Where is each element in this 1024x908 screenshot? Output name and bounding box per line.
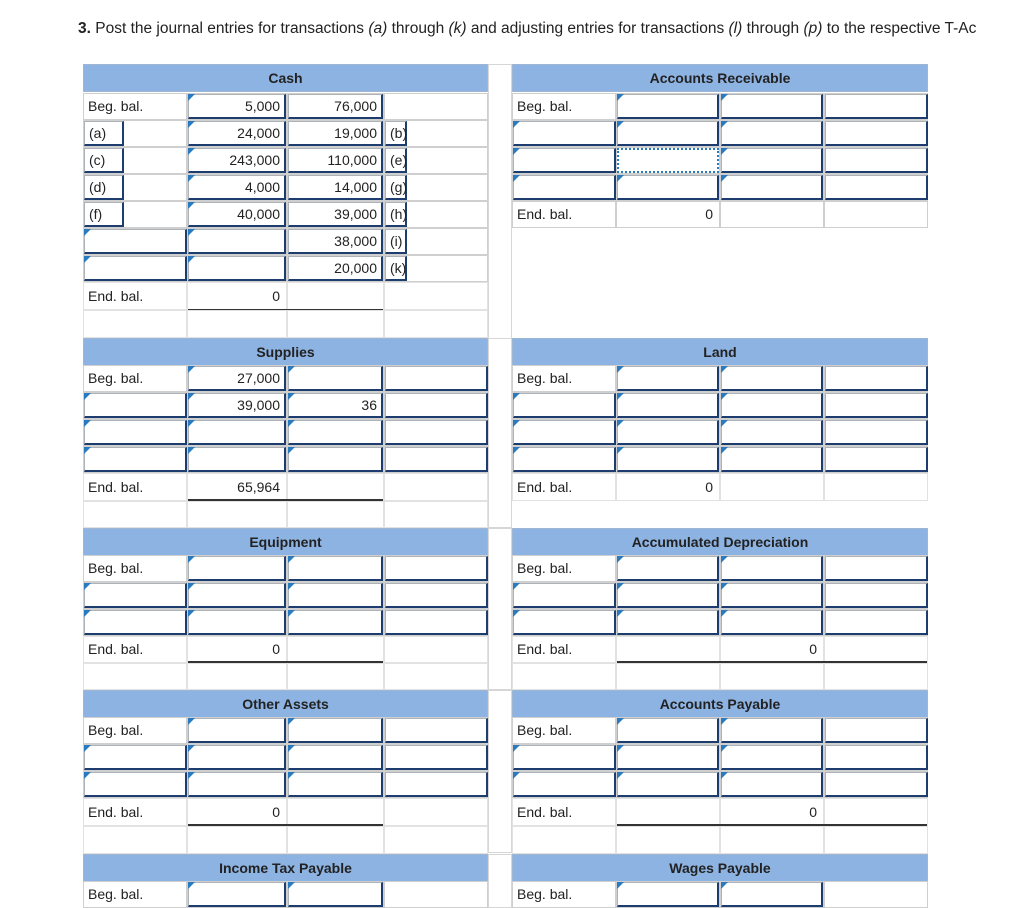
- land-debit-amount[interactable]: [617, 393, 719, 418]
- empty-cell: [824, 826, 928, 854]
- equipment-credit-amount[interactable]: [288, 610, 383, 635]
- ar-end-cell: [824, 201, 928, 228]
- ap-debit-amount[interactable]: [617, 772, 719, 797]
- supplies-credit-amount[interactable]: [288, 447, 383, 472]
- equipment-end-balance: 0: [272, 641, 280, 657]
- empty-cell: [384, 282, 488, 310]
- equipment-debit-amount[interactable]: [188, 583, 286, 608]
- cash-debit-amount[interactable]: 4,000: [188, 175, 286, 200]
- column-separator: [488, 338, 512, 528]
- equipment-credit-amount[interactable]: [288, 556, 383, 581]
- accum-dep-beg-label: Beg. bal.: [517, 560, 573, 576]
- empty-cell: [187, 826, 287, 854]
- empty-cell: [720, 473, 824, 501]
- wages-debit-amount[interactable]: [617, 882, 719, 907]
- equipment-end-label: End. bal.: [88, 641, 144, 657]
- dropdown-marker-icon: [188, 718, 195, 725]
- empty-cell: [83, 663, 187, 690]
- other-assets-debit-ref-input[interactable]: [84, 745, 187, 770]
- dropdown-marker-icon: [617, 175, 624, 182]
- other-assets-credit-amount[interactable]: [288, 718, 383, 743]
- supplies-debit-ref-input[interactable]: [84, 393, 187, 418]
- dropdown-marker-icon: [288, 718, 295, 725]
- empty-cell: [287, 798, 384, 826]
- dropdown-marker-icon: [188, 148, 195, 155]
- itp-debit-amount[interactable]: [188, 882, 286, 907]
- dropdown-marker-icon: [721, 121, 728, 128]
- empty-cell: [287, 473, 384, 501]
- other-assets-debit-amount[interactable]: [188, 718, 286, 743]
- supplies-credit-ref-input[interactable]: [385, 366, 488, 391]
- instr-through: through: [387, 20, 449, 37]
- dropdown-marker-icon: [721, 94, 728, 101]
- land-credit-ref-input[interactable]: [825, 393, 928, 418]
- ar-credit-amount[interactable]: [721, 121, 823, 146]
- dropdown-marker-icon: [84, 772, 91, 779]
- empty-cell: [824, 798, 928, 826]
- account-title: Supplies: [83, 338, 488, 366]
- dropdown-marker-icon: [617, 94, 624, 101]
- dropdown-marker-icon: [188, 94, 195, 101]
- supplies-credit-ref-input[interactable]: [385, 420, 488, 445]
- column-separator: [488, 64, 512, 344]
- empty-cell: [616, 798, 720, 826]
- empty-cell: [616, 636, 720, 663]
- accum-dep-end-balance: 0: [809, 641, 817, 657]
- cash-end-balance: 0: [272, 288, 280, 304]
- empty-cell: [720, 826, 824, 854]
- dropdown-marker-icon: [188, 556, 195, 563]
- other-assets-credit-ref-input[interactable]: [385, 772, 488, 797]
- land-beg-label: Beg. bal.: [517, 370, 573, 386]
- supplies-debit-ref-input[interactable]: [84, 420, 187, 445]
- dropdown-marker-icon: [288, 393, 295, 400]
- ap-debit-amount[interactable]: [617, 745, 719, 770]
- empty-cell: [187, 310, 287, 338]
- dropdown-marker-icon: [617, 610, 624, 617]
- empty-cell: [824, 636, 928, 663]
- supplies-debit-ref-input[interactable]: [84, 447, 187, 472]
- supplies-beg-label: Beg. bal.: [88, 370, 144, 386]
- empty-cell: [83, 501, 187, 528]
- empty-cell: [83, 826, 187, 854]
- land-credit-ref-input[interactable]: [825, 366, 928, 391]
- cash-credit-ref[interactable]: (i): [385, 229, 407, 254]
- empty-cell: [512, 663, 616, 690]
- land-debit-amount[interactable]: [617, 447, 719, 472]
- dropdown-marker-icon: [617, 447, 624, 454]
- itp-cell: [384, 881, 488, 908]
- land-credit-amount[interactable]: [721, 366, 823, 391]
- dropdown-marker-icon: [513, 583, 520, 590]
- land-debit-amount[interactable]: [617, 420, 719, 445]
- column-separator: [488, 854, 512, 908]
- dropdown-marker-icon: [288, 366, 295, 373]
- empty-cell: [512, 826, 616, 854]
- accum-dep-debit-ref-input[interactable]: [513, 610, 616, 635]
- ar-debit-amount[interactable]: [617, 175, 719, 200]
- land-debit-ref-input[interactable]: [513, 393, 616, 418]
- instr-k: (k): [448, 20, 467, 37]
- empty-cell: [824, 473, 928, 501]
- dropdown-marker-icon: [721, 772, 728, 779]
- dropdown-marker-icon: [617, 420, 624, 427]
- accum-dep-credit-ref-input[interactable]: [825, 610, 928, 635]
- land-credit-ref-input[interactable]: [825, 420, 928, 445]
- account-title: Other Assets: [83, 690, 488, 718]
- empty-cell: [384, 663, 488, 690]
- empty-cell: [187, 663, 287, 690]
- equipment-debit-ref-input[interactable]: [84, 610, 187, 635]
- dropdown-marker-icon: [288, 420, 295, 427]
- dropdown-marker-icon: [188, 121, 195, 128]
- cash-debit-ref-input[interactable]: [84, 229, 187, 254]
- ar-end-balance: 0: [705, 206, 713, 222]
- equipment-credit-ref-input[interactable]: [385, 556, 488, 581]
- empty-cell: [384, 310, 488, 338]
- cash-credit-amount[interactable]: 20,000: [288, 256, 383, 281]
- cash-debit-amount[interactable]: 40,000: [188, 202, 286, 227]
- cash-credit-amount[interactable]: 14,000: [288, 175, 383, 200]
- empty-cell: [287, 282, 384, 310]
- account-title: Income Tax Payable: [83, 854, 488, 882]
- empty-cell: [384, 826, 488, 854]
- cash-credit-amount[interactable]: 76,000: [288, 94, 383, 119]
- supplies-end-balance: 65,964: [237, 479, 280, 495]
- dropdown-marker-icon: [84, 393, 91, 400]
- dropdown-marker-icon: [188, 420, 195, 427]
- other-assets-credit-amount[interactable]: [288, 772, 383, 797]
- supplies-debit-amount[interactable]: 27,000: [188, 366, 286, 391]
- dropdown-marker-icon: [288, 882, 295, 889]
- other-assets-credit-amount[interactable]: [288, 745, 383, 770]
- ap-credit-amount[interactable]: [721, 772, 823, 797]
- equipment-credit-amount[interactable]: [288, 583, 383, 608]
- empty-cell: [287, 501, 384, 528]
- cash-credit-amount[interactable]: 38,000: [288, 229, 383, 254]
- dropdown-marker-icon: [288, 447, 295, 454]
- ap-debit-ref-input[interactable]: [513, 772, 616, 797]
- ap-debit-ref-input[interactable]: [513, 745, 616, 770]
- account-title: Cash: [83, 64, 488, 92]
- dropdown-marker-icon: [617, 393, 624, 400]
- dropdown-marker-icon: [188, 745, 195, 752]
- empty-cell: [287, 826, 384, 854]
- empty-cell: [187, 501, 287, 528]
- ap-credit-ref-input[interactable]: [825, 745, 928, 770]
- dropdown-marker-icon: [721, 393, 728, 400]
- supplies-credit-amount[interactable]: [288, 366, 383, 391]
- dropdown-marker-icon: [721, 583, 728, 590]
- equipment-credit-ref-input[interactable]: [385, 610, 488, 635]
- account-title: Wages Payable: [512, 854, 928, 882]
- cash-cell: [384, 93, 488, 120]
- instr-l: (l): [728, 20, 743, 37]
- ap-end-label: End. bal.: [517, 804, 573, 820]
- cash-debit-ref[interactable]: (a): [84, 121, 124, 146]
- supplies-debit-amount[interactable]: [188, 420, 286, 445]
- dropdown-marker-icon: [288, 556, 295, 563]
- accum-dep-credit-amount[interactable]: [721, 583, 823, 608]
- dropdown-marker-icon: [84, 583, 91, 590]
- ar-debit-amount[interactable]: [617, 94, 719, 119]
- dropdown-marker-icon: [617, 772, 624, 779]
- instr-text: Post the journal entries for transactions: [90, 20, 369, 37]
- dropdown-marker-icon: [188, 610, 195, 617]
- ar-credit-ref-input[interactable]: [825, 175, 928, 200]
- equipment-debit-amount[interactable]: [188, 610, 286, 635]
- dropdown-marker-icon: [188, 202, 195, 209]
- question-number: 3.: [78, 20, 91, 37]
- wages-credit-amount[interactable]: [721, 882, 823, 907]
- cash-debit-ref-input[interactable]: [84, 256, 187, 281]
- cash-beg-label: Beg. bal.: [88, 98, 144, 114]
- cash-credit-ref[interactable]: (k): [385, 256, 407, 281]
- other-assets-end-label: End. bal.: [88, 804, 144, 820]
- dropdown-marker-icon: [617, 882, 624, 889]
- supplies-credit-ref-input[interactable]: [385, 393, 488, 418]
- dropdown-marker-icon: [617, 366, 624, 373]
- dropdown-marker-icon: [288, 610, 295, 617]
- dropdown-marker-icon: [84, 256, 91, 263]
- land-debit-ref-input[interactable]: [513, 420, 616, 445]
- dropdown-marker-icon: [84, 610, 91, 617]
- supplies-credit-amount[interactable]: 36: [288, 393, 383, 418]
- ar-credit-amount[interactable]: [721, 175, 823, 200]
- ar-credit-ref-input[interactable]: [825, 148, 928, 173]
- accum-dep-debit-amount[interactable]: [617, 556, 719, 581]
- ap-beg-label: Beg. bal.: [517, 722, 573, 738]
- empty-cell: [83, 310, 187, 338]
- cash-debit-amount[interactable]: 5,000: [188, 94, 286, 119]
- dropdown-marker-icon: [188, 772, 195, 779]
- empty-cell: [287, 663, 384, 690]
- dropdown-marker-icon: [721, 718, 728, 725]
- empty-cell: [720, 663, 824, 690]
- dropdown-marker-icon: [188, 583, 195, 590]
- cash-debit-amount[interactable]: [188, 229, 286, 254]
- equipment-beg-label: Beg. bal.: [88, 560, 144, 576]
- instr-through-2: through: [742, 20, 804, 37]
- cash-debit-amount[interactable]: 243,000: [188, 148, 286, 173]
- ap-credit-ref-input[interactable]: [825, 718, 928, 743]
- empty-cell: [384, 798, 488, 826]
- cash-debit-amount[interactable]: 24,000: [188, 121, 286, 146]
- supplies-credit-amount[interactable]: [288, 420, 383, 445]
- dropdown-marker-icon: [513, 447, 520, 454]
- empty-cell: [824, 663, 928, 690]
- cash-debit-amount[interactable]: [188, 256, 286, 281]
- dropdown-marker-icon: [513, 772, 520, 779]
- column-separator: [488, 690, 512, 853]
- account-title: Accounts Receivable: [512, 64, 928, 92]
- accum-dep-credit-ref-input[interactable]: [825, 583, 928, 608]
- ar-credit-amount[interactable]: [721, 148, 823, 173]
- dropdown-marker-icon: [721, 420, 728, 427]
- supplies-end-label: End. bal.: [88, 479, 144, 495]
- other-assets-credit-ref-input[interactable]: [385, 745, 488, 770]
- accum-dep-debit-amount[interactable]: [617, 610, 719, 635]
- cash-credit-ref[interactable]: (e): [385, 148, 407, 173]
- ar-debit-ref-input[interactable]: [513, 148, 616, 173]
- other-assets-debit-ref-input[interactable]: [84, 772, 187, 797]
- land-credit-amount[interactable]: [721, 393, 823, 418]
- ar-credit-amount[interactable]: [721, 94, 823, 119]
- empty-cell: [384, 636, 488, 663]
- cash-credit-amount[interactable]: 110,000: [288, 148, 383, 173]
- dropdown-marker-icon: [617, 745, 624, 752]
- dropdown-marker-icon: [513, 610, 520, 617]
- dropdown-marker-icon: [188, 447, 195, 454]
- cash-credit-ref[interactable]: (h): [385, 202, 407, 227]
- dropdown-marker-icon: [721, 175, 728, 182]
- other-assets-credit-ref-input[interactable]: [385, 718, 488, 743]
- dropdown-marker-icon: [84, 745, 91, 752]
- dropdown-marker-icon: [721, 148, 728, 155]
- dropdown-marker-icon: [513, 745, 520, 752]
- ap-credit-amount[interactable]: [721, 718, 823, 743]
- instr-a: (a): [368, 20, 388, 37]
- instr-tail: to the respective T-Ac: [822, 20, 977, 37]
- instr-p: (p): [803, 20, 823, 37]
- dropdown-marker-icon: [721, 745, 728, 752]
- cash-debit-ref[interactable]: (c): [84, 148, 124, 173]
- ap-credit-ref-input[interactable]: [825, 772, 928, 797]
- ar-debit-amount[interactable]: [617, 148, 719, 173]
- itp-cell: [824, 881, 928, 908]
- dropdown-marker-icon: [513, 121, 520, 128]
- empty-cell: [616, 663, 720, 690]
- itp-beg-label: Beg. bal.: [88, 886, 144, 902]
- account-title: Land: [512, 338, 928, 366]
- dropdown-marker-icon: [188, 175, 195, 182]
- instr-middle: and adjusting entries for transactions: [466, 20, 729, 37]
- instructions: [78, 20, 976, 38]
- dropdown-marker-icon: [188, 393, 195, 400]
- accum-dep-credit-amount[interactable]: [721, 610, 823, 635]
- supplies-debit-amount[interactable]: [188, 447, 286, 472]
- land-credit-amount[interactable]: [721, 447, 823, 472]
- dropdown-marker-icon: [721, 556, 728, 563]
- land-end-label: End. bal.: [517, 479, 573, 495]
- accum-dep-end-label: End. bal.: [517, 641, 573, 657]
- accum-dep-debit-ref-input[interactable]: [513, 583, 616, 608]
- empty-cell: [287, 636, 384, 663]
- dropdown-marker-icon: [617, 121, 624, 128]
- accum-dep-debit-amount[interactable]: [617, 583, 719, 608]
- dropdown-marker-icon: [513, 148, 520, 155]
- ar-debit-amount[interactable]: [617, 121, 719, 146]
- empty-cell: [287, 310, 384, 338]
- empty-cell: [384, 473, 488, 501]
- dropdown-marker-icon: [617, 718, 624, 725]
- cash-credit-amount[interactable]: 19,000: [288, 121, 383, 146]
- ar-end-label: End. bal.: [517, 206, 573, 222]
- other-assets-end-balance: 0: [272, 804, 280, 820]
- ap-credit-amount[interactable]: [721, 745, 823, 770]
- ap-end-balance: 0: [809, 804, 817, 820]
- equipment-credit-ref-input[interactable]: [385, 583, 488, 608]
- accum-dep-credit-ref-input[interactable]: [825, 556, 928, 581]
- land-debit-amount[interactable]: [617, 366, 719, 391]
- ar-credit-ref-input[interactable]: [825, 121, 928, 146]
- column-separator: [488, 528, 512, 690]
- equipment-debit-amount[interactable]: [188, 556, 286, 581]
- supplies-credit-ref-input[interactable]: [385, 447, 488, 472]
- dropdown-marker-icon: [188, 882, 195, 889]
- dropdown-marker-icon: [513, 393, 520, 400]
- dropdown-marker-icon: [513, 175, 520, 182]
- account-title: Accumulated Depreciation: [512, 528, 928, 556]
- ap-debit-amount[interactable]: [617, 718, 719, 743]
- dropdown-marker-icon: [721, 366, 728, 373]
- dropdown-marker-icon: [288, 583, 295, 590]
- land-credit-ref-input[interactable]: [825, 447, 928, 472]
- cash-debit-ref[interactable]: (f): [84, 202, 124, 227]
- dropdown-marker-icon: [721, 882, 728, 889]
- other-assets-debit-amount[interactable]: [188, 745, 286, 770]
- dropdown-marker-icon: [617, 556, 624, 563]
- dropdown-marker-icon: [188, 229, 195, 236]
- cash-credit-amount[interactable]: 39,000: [288, 202, 383, 227]
- dropdown-marker-icon: [188, 256, 195, 263]
- ar-credit-ref-input[interactable]: [825, 94, 928, 119]
- cash-debit-ref[interactable]: (d): [84, 175, 124, 200]
- cash-end-label: End. bal.: [88, 288, 144, 304]
- other-assets-beg-label: Beg. bal.: [88, 722, 144, 738]
- dropdown-marker-icon: [84, 229, 91, 236]
- ar-end-cell: [720, 201, 824, 228]
- cash-credit-ref[interactable]: (b): [385, 121, 407, 146]
- empty-cell: [384, 501, 488, 528]
- account-title: Accounts Payable: [512, 690, 928, 718]
- ar-debit-ref-input[interactable]: [513, 121, 616, 146]
- equipment-debit-ref-input[interactable]: [84, 583, 187, 608]
- land-debit-ref-input[interactable]: [513, 447, 616, 472]
- dropdown-marker-icon: [721, 610, 728, 617]
- supplies-debit-amount[interactable]: 39,000: [188, 393, 286, 418]
- other-assets-debit-amount[interactable]: [188, 772, 286, 797]
- ar-beg-label: Beg. bal.: [517, 98, 573, 114]
- itp-credit-amount[interactable]: [288, 882, 383, 907]
- dropdown-marker-icon: [84, 447, 91, 454]
- dropdown-marker-icon: [721, 447, 728, 454]
- dropdown-marker-icon: [188, 366, 195, 373]
- dropdown-marker-icon: [84, 420, 91, 427]
- dropdown-marker-icon: [513, 420, 520, 427]
- dropdown-marker-icon: [617, 583, 624, 590]
- land-end-balance: 0: [705, 479, 713, 495]
- wages-beg-label: Beg. bal.: [517, 886, 573, 902]
- cash-credit-ref[interactable]: (g): [385, 175, 407, 200]
- accum-dep-credit-amount[interactable]: [721, 556, 823, 581]
- dropdown-marker-icon: [288, 772, 295, 779]
- ar-debit-ref-input[interactable]: [513, 175, 616, 200]
- account-title: Equipment: [83, 528, 488, 556]
- dropdown-marker-icon: [288, 745, 295, 752]
- empty-cell: [616, 826, 720, 854]
- land-credit-amount[interactable]: [721, 420, 823, 445]
